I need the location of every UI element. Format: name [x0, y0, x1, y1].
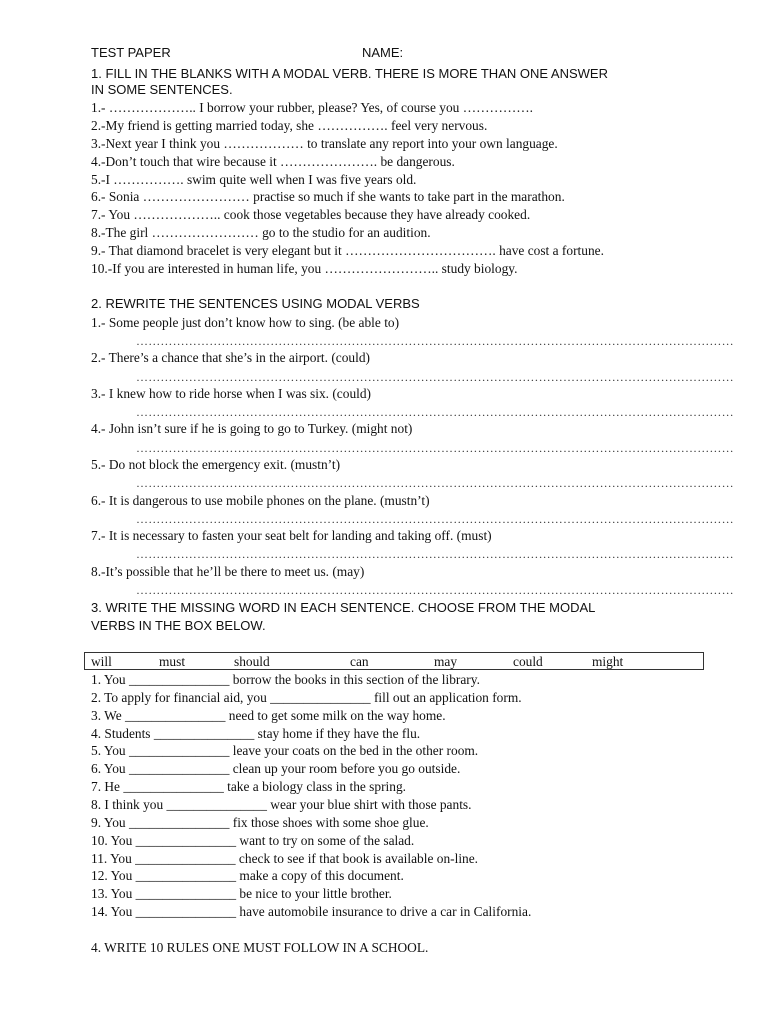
answer-dotted-line[interactable]: ………………………………………………………………………………………………………………………………… [136, 583, 734, 597]
section2-item: 4.- John isn’t sure if he is going to go to Turkey. (might not) [91, 421, 413, 436]
section1-item: 7.- You ……………….. cook those vegetables because they have already cooked. [91, 207, 531, 222]
answer-dotted-line[interactable]: ………………………………………………………………………………………………………………………………… [136, 476, 734, 490]
section2-heading: 2. REWRITE THE SENTENCES USING MODAL VERBS [91, 296, 420, 311]
section1-item: 3.-Next year I think you ……………… to translate any report into your own language. [91, 136, 558, 151]
modal-verb-word: may [434, 654, 458, 669]
section3-item: 2. To apply for financial aid, you _______________ fill out an application form. [91, 690, 522, 705]
section1-item: 9.- That diamond bracelet is very elegant but it ……………………………. have cost a fortune. [91, 243, 604, 258]
section3-item: 10. You _______________ want to try on some of the salad. [91, 833, 415, 848]
section2-item: 6.- It is dangerous to use mobile phones on the plane. (mustn’t) [91, 493, 430, 508]
section4-heading: 4. WRITE 10 RULES ONE MUST FOLLOW IN A SCHOOL. [91, 940, 429, 955]
modal-verb-word: should [234, 654, 270, 669]
section2-item: 8.-It’s possible that he’ll be there to meet us. (may) [91, 564, 365, 579]
answer-dotted-line[interactable]: ………………………………………………………………………………………………………………………………… [136, 512, 734, 526]
answer-dotted-line[interactable]: ………………………………………………………………………………………………………………………………… [136, 405, 734, 419]
section3-item: 8. I think you _______________ wear your blue shirt with those pants. [91, 797, 472, 812]
section1-heading-line1: 1. FILL IN THE BLANKS WITH A MODAL VERB. THERE IS MORE THAN ONE ANSWER [91, 66, 608, 81]
modal-verb-word: can [350, 654, 369, 669]
section1-item: 4.-Don’t touch that wire because it …………………. be dangerous. [91, 154, 455, 169]
answer-dotted-line[interactable]: ………………………………………………………………………………………………………………………………… [136, 370, 734, 384]
answer-dotted-line[interactable]: ………………………………………………………………………………………………………………………………… [136, 334, 734, 348]
section3-heading-line2: VERBS IN THE BOX BELOW. [91, 618, 266, 633]
section1-item: 5.-I ……………. swim quite well when I was five years old. [91, 172, 417, 187]
section2-item: 1.- Some people just don’t know how to sing. (be able to) [91, 315, 400, 330]
section3-item: 12. You _______________ make a copy of this document. [91, 868, 404, 883]
section1-item: 2.-My friend is getting married today, she ……………. feel very nervous. [91, 118, 488, 133]
section3-item: 1. You _______________ borrow the books in this section of the library. [91, 672, 480, 687]
section3-item: 4. Students _______________ stay home if they have the flu. [91, 726, 421, 741]
modal-verb-word: will [91, 654, 112, 669]
section1-item: 6.- Sonia …………………… practise so much if she wants to take part in the marathon. [91, 189, 565, 204]
section2-item: 3.- I knew how to ride horse when I was six. (could) [91, 386, 372, 401]
section3-item: 7. He _______________ take a biology class in the spring. [91, 779, 407, 794]
test-paper-title: TEST PAPER [91, 45, 171, 60]
section1-item: 8.-The girl …………………… go to the studio for an audition. [91, 225, 431, 240]
modal-verbs-box [84, 652, 704, 670]
section3-item: 3. We _______________ need to get some milk on the way home. [91, 708, 446, 723]
section3-item: 5. You _______________ leave your coats on the bed in the other room. [91, 743, 479, 758]
section3-item: 14. You _______________ have automobile insurance to drive a car in California. [91, 904, 532, 919]
modal-verb-word: might [592, 654, 624, 669]
section1-item: 10.-If you are interested in human life, you …………………….. study biology. [91, 261, 518, 276]
modal-verb-word: could [513, 654, 543, 669]
section3-heading-line1: 3. WRITE THE MISSING WORD IN EACH SENTENCE. CHOOSE FROM THE MODAL [91, 600, 596, 615]
section2-item: 7.- It is necessary to fasten your seat belt for landing and taking off. (must) [91, 528, 492, 543]
answer-dotted-line[interactable]: ………………………………………………………………………………………………………………………………… [136, 441, 734, 455]
section3-item: 9. You _______________ fix those shoes with some shoe glue. [91, 815, 429, 830]
answer-dotted-line[interactable]: ………………………………………………………………………………………………………………………………… [136, 547, 734, 561]
section3-item: 11. You _______________ check to see if that book is available on-line. [91, 851, 479, 866]
modal-verb-word: must [159, 654, 186, 669]
section3-item: 13. You _______________ be nice to your little brother. [91, 886, 392, 901]
section1-heading-line2: IN SOME SENTENCES. [91, 82, 233, 97]
section2-item: 5.- Do not block the emergency exit. (mustn’t) [91, 457, 341, 472]
section1-item: 1.- ……………….. I borrow your rubber, please? Yes, of course you ……………. [91, 100, 534, 115]
name-label: NAME: [362, 45, 404, 60]
section3-item: 6. You _______________ clean up your room before you go outside. [91, 761, 461, 776]
section2-item: 2.- There’s a chance that she’s in the airport. (could) [91, 350, 370, 365]
